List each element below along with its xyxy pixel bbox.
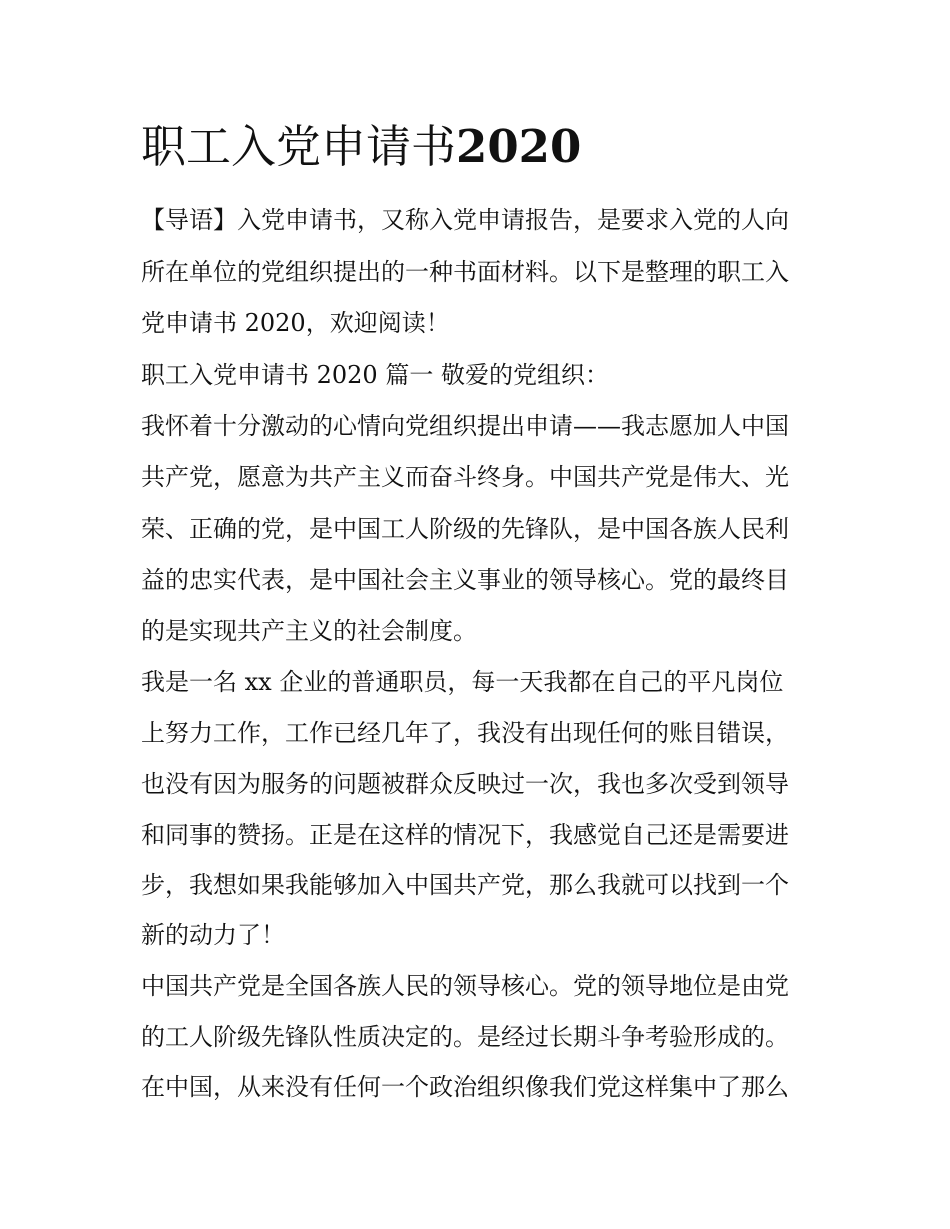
- paragraph-2-line-2: 上努力工作，工作已经几年了，我没有出现任何的账目错误，: [141, 719, 789, 747]
- paragraph-2-line-1: 我是一名 xx 企业的普通职员，每一天我都在自己的平凡岗位: [141, 668, 784, 696]
- paragraph-1-line-2: 共产党，愿意为共产主义而奋斗终身。中国共产党是伟大、光: [141, 463, 789, 491]
- intro-line-1: 【导语】入党申请书，又称入党申请报告，是要求入党的人向: [141, 206, 789, 234]
- paragraph-1-line-1: 我怀着十分激动的心情向党组织提出申请——我志愿加人中国: [141, 412, 789, 440]
- title-year: 2020: [456, 120, 582, 173]
- intro-line-2: 所在单位的党组织提出的一种书面材料。以下是整理的职工入: [141, 258, 789, 286]
- paragraph-2-line-3: 也没有因为服务的问题被群众反映过一次，我也多次受到领导: [141, 770, 789, 798]
- title-text: 职工入党申请书: [141, 120, 457, 173]
- paragraph-2-line-4: 和同事的赞扬。正是在这样的情况下，我感觉自己还是需要进: [141, 821, 789, 849]
- paragraph-2-line-5: 步，我想如果我能够加入中国共产党，那么我就可以找到一个: [141, 871, 789, 899]
- section-heading-line: 职工入党申请书 2020 篇一 敬爱的党组织：: [141, 361, 609, 389]
- paragraph-1-line-5: 的是实现共产主义的社会制度。: [141, 617, 477, 645]
- document-title: [141, 118, 581, 176]
- paragraph-3-line-2: 的工人阶级先锋队性质决定的。是经过长期斗争考验形成的。: [141, 1023, 789, 1051]
- intro-line-3: 党申请书 2020，欢迎阅读！: [141, 309, 450, 337]
- paragraph-3-line-3: 在中国，从来没有任何一个政治组织像我们党这样集中了那么: [141, 1073, 789, 1101]
- paragraph-1-line-3: 荣、正确的党，是中国工人阶级的先锋队，是中国各族人民利: [141, 515, 789, 543]
- paragraph-1-line-4: 益的忠实代表，是中国社会主义事业的领导核心。党的最终目: [141, 566, 789, 594]
- paragraph-3-line-1: 中国共产党是全国各族人民的领导核心。党的领导地位是由党: [141, 972, 789, 1000]
- paragraph-2-line-6: 新的动力了！: [141, 921, 285, 949]
